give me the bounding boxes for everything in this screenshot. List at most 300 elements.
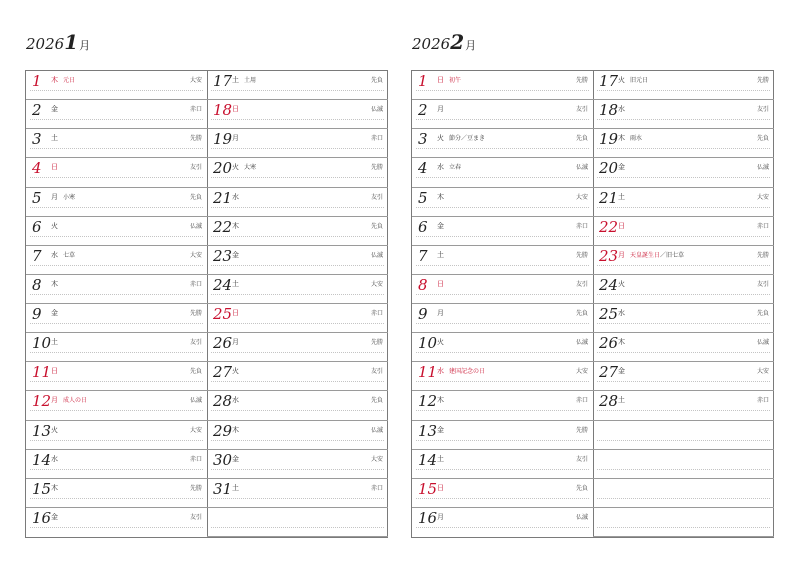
event-text: 天皇誕生日 [630, 251, 661, 259]
event-label [449, 134, 485, 143]
january-page [25, 70, 388, 538]
event-label [630, 76, 648, 85]
day-row[interactable] [26, 508, 207, 537]
note-line [30, 177, 203, 178]
day-number: 13 [32, 421, 52, 440]
note-line [416, 410, 589, 411]
day-number: 24 [599, 275, 619, 294]
event-text: 土用 [244, 77, 257, 84]
day-row[interactable] [412, 217, 593, 246]
note-line [597, 469, 770, 470]
day-row[interactable] [26, 333, 207, 362]
february-column-1 [412, 71, 594, 537]
weekday-label: 日 [232, 105, 239, 114]
day-row[interactable] [207, 275, 388, 304]
empty-row [593, 421, 774, 450]
note-line [597, 410, 770, 411]
day-number: 24 [213, 275, 233, 294]
note-line [211, 294, 384, 295]
event-text: 大寒 [244, 164, 257, 172]
weekday-label: 土 [51, 134, 58, 143]
day-row[interactable] [207, 217, 388, 246]
note-line [416, 498, 589, 499]
weekday-label: 水 [618, 309, 625, 317]
rokuyo-label: 大安 [189, 251, 202, 259]
rokuyo-label: 先負 [189, 368, 202, 376]
note-line [211, 236, 384, 237]
weekday-label: 金 [437, 425, 444, 434]
day-number: 21 [213, 188, 233, 207]
day-row[interactable] [207, 362, 388, 391]
day-row[interactable] [207, 129, 388, 158]
day-row[interactable] [593, 304, 774, 333]
rokuyo-label: 大安 [370, 455, 383, 463]
event-label [449, 367, 485, 376]
weekday-label: 水 [437, 163, 444, 172]
note-line [211, 323, 384, 324]
note-line [597, 294, 770, 295]
day-number: 9 [32, 305, 42, 323]
rokuyo-label: 大安 [756, 193, 769, 201]
weekday-label: 日 [51, 163, 58, 172]
weekday-label: 水 [437, 367, 444, 376]
january-column-2 [207, 71, 388, 537]
day-number: 25 [213, 305, 233, 323]
rokuyo-label: 先勝 [189, 310, 202, 317]
day-row[interactable] [26, 479, 207, 508]
day-row[interactable] [593, 158, 774, 187]
day-row[interactable] [207, 158, 388, 187]
day-number: 25 [599, 305, 619, 323]
rokuyo-label: 先負 [189, 193, 202, 201]
day-number: 21 [599, 188, 619, 207]
note-line [211, 410, 384, 411]
day-number: 27 [599, 363, 619, 382]
february-month-kanji: 月 [465, 39, 477, 52]
february-title [412, 30, 476, 54]
note-line [597, 352, 770, 353]
rokuyo-label: 大安 [575, 193, 588, 201]
note-line [416, 177, 589, 178]
note-line [30, 119, 203, 120]
day-row[interactable] [412, 100, 593, 129]
weekday-label: 火 [437, 338, 444, 347]
rokuyo-label: 仏滅 [370, 426, 383, 434]
weekday-label: 日 [618, 221, 625, 230]
day-number: 17 [599, 72, 619, 90]
weekday-label: 土 [232, 76, 239, 84]
day-row[interactable] [412, 246, 593, 275]
day-number: 16 [418, 508, 438, 527]
weekday-label: 月 [437, 309, 444, 317]
note-line [597, 90, 770, 91]
note-line [597, 381, 770, 382]
note-line [416, 469, 589, 470]
january-month: 1 [64, 30, 79, 54]
event-label [63, 251, 75, 260]
rokuyo-label: 大安 [756, 368, 769, 376]
event-text: 旧元日 [630, 77, 649, 84]
note-line [30, 294, 203, 295]
february-year: 2026 [412, 35, 451, 53]
day-number: 7 [418, 246, 428, 265]
note-line [597, 148, 770, 149]
day-number: 12 [32, 392, 52, 411]
note-line [416, 90, 589, 91]
day-number: 15 [418, 479, 438, 498]
day-number: 4 [32, 159, 42, 178]
day-number: 9 [418, 305, 428, 323]
day-number: 15 [32, 479, 52, 498]
note-line [30, 148, 203, 149]
weekday-label: 土 [618, 396, 625, 405]
note-line [30, 323, 203, 324]
day-row[interactable] [26, 129, 207, 158]
rokuyo-label: 先負 [575, 484, 588, 492]
day-number: 2 [418, 101, 428, 120]
day-number: 14 [418, 450, 438, 469]
note-line [416, 148, 589, 149]
rokuyo-label: 仏滅 [370, 251, 383, 259]
weekday-label: 土 [232, 279, 239, 288]
day-number: 20 [213, 159, 233, 178]
note-line [416, 381, 589, 382]
rokuyo-label: 先負 [575, 310, 588, 317]
day-number: 27 [213, 363, 233, 382]
day-row[interactable] [26, 275, 207, 304]
weekday-label: 火 [618, 76, 625, 84]
weekday-label: 木 [51, 483, 58, 492]
day-number: 2 [32, 101, 42, 120]
weekday-label: 日 [51, 367, 58, 376]
day-row[interactable] [26, 188, 207, 217]
event-label [244, 76, 256, 85]
day-row[interactable] [412, 304, 593, 333]
weekday-label: 水 [51, 454, 58, 463]
day-number: 26 [599, 334, 619, 353]
rokuyo-label: 大安 [189, 77, 202, 84]
day-row[interactable] [26, 362, 207, 391]
rokuyo-label: 先負 [756, 310, 769, 317]
note-line [30, 498, 203, 499]
weekday-label: 金 [618, 367, 625, 376]
day-row[interactable] [207, 333, 388, 362]
day-row[interactable] [207, 421, 388, 450]
weekday-label: 火 [232, 367, 239, 376]
rokuyo-label: 先負 [575, 135, 588, 143]
weekday-label: 金 [51, 512, 58, 521]
day-number: 16 [32, 508, 52, 527]
day-row[interactable] [593, 188, 774, 217]
rokuyo-label: 赤口 [756, 222, 769, 230]
day-number: 22 [213, 217, 233, 236]
weekday-label: 水 [51, 250, 58, 259]
day-number: 18 [213, 101, 233, 120]
day-number: 19 [213, 130, 233, 149]
day-row[interactable] [593, 71, 774, 100]
day-number: 20 [599, 159, 619, 178]
event-label [63, 76, 75, 85]
weekday-label: 月 [437, 512, 444, 521]
day-number: 26 [213, 334, 233, 353]
weekday-label: 金 [437, 221, 444, 230]
day-row[interactable] [593, 391, 774, 420]
rokuyo-label: 赤口 [189, 106, 202, 114]
note-line [211, 381, 384, 382]
weekday-label: 火 [618, 279, 625, 288]
event-text: 建国記念の日 [449, 368, 486, 376]
rokuyo-label: 赤口 [370, 310, 383, 317]
day-row[interactable] [593, 275, 774, 304]
note-line [30, 352, 203, 353]
note-line [416, 265, 589, 266]
day-row[interactable] [593, 217, 774, 246]
day-row[interactable] [412, 158, 593, 187]
day-row[interactable] [26, 391, 207, 420]
day-number: 6 [418, 217, 428, 236]
rokuyo-label: 友引 [756, 106, 769, 114]
day-number: 13 [418, 421, 438, 440]
note-line [416, 207, 589, 208]
event-label [630, 134, 642, 143]
day-number: 17 [213, 72, 233, 90]
note-line [30, 469, 203, 470]
note-line [211, 265, 384, 266]
weekday-label: 火 [232, 163, 239, 172]
day-row[interactable] [26, 217, 207, 246]
note-line [211, 148, 384, 149]
weekday-label: 木 [51, 76, 58, 84]
weekday-label: 木 [437, 396, 444, 405]
day-row[interactable] [207, 188, 388, 217]
rokuyo-label: 赤口 [189, 280, 202, 288]
note-line [211, 207, 384, 208]
note-line [597, 119, 770, 120]
weekday-label: 土 [618, 192, 625, 201]
day-row[interactable] [593, 129, 774, 158]
day-row[interactable] [412, 362, 593, 391]
weekday-label: 金 [232, 250, 239, 259]
day-row[interactable] [412, 421, 593, 450]
event-label [63, 396, 87, 405]
event-label [449, 163, 461, 172]
day-number: 30 [213, 450, 233, 469]
event-label [63, 193, 75, 202]
rokuyo-label: 友引 [370, 193, 383, 201]
rokuyo-label: 友引 [189, 513, 202, 521]
note-line [30, 265, 203, 266]
empty-row [593, 479, 774, 508]
rokuyo-label: 先勝 [370, 339, 383, 347]
event-text: 雨水 [630, 135, 643, 143]
weekday-label: 土 [437, 454, 444, 463]
day-number: 7 [32, 246, 42, 265]
weekday-label: 木 [232, 425, 239, 434]
day-row[interactable] [593, 333, 774, 362]
rokuyo-label: 先負 [370, 222, 383, 230]
january-column-1 [26, 71, 208, 537]
rokuyo-label: 仏滅 [575, 513, 588, 521]
rokuyo-label: 仏滅 [756, 339, 769, 347]
weekday-label: 月 [51, 396, 58, 405]
rokuyo-label: 友引 [575, 106, 588, 114]
note-line [30, 440, 203, 441]
rokuyo-label: 赤口 [575, 222, 588, 230]
event-text: 七草 [63, 251, 76, 259]
day-row[interactable] [412, 275, 593, 304]
note-line [211, 90, 384, 91]
day-row[interactable] [593, 246, 774, 275]
day-number: 22 [599, 217, 619, 236]
day-row[interactable] [412, 333, 593, 362]
january-month-kanji: 月 [79, 39, 91, 52]
weekday-label: 日 [437, 279, 444, 288]
day-row[interactable] [207, 246, 388, 275]
note-line [30, 410, 203, 411]
note-line [211, 440, 384, 441]
note-line [416, 440, 589, 441]
day-row[interactable] [26, 158, 207, 187]
rokuyo-label: 赤口 [370, 135, 383, 143]
february-page [411, 70, 774, 538]
note-line [30, 527, 203, 528]
day-number: 8 [32, 275, 42, 294]
day-row[interactable] [26, 450, 207, 479]
note-line [211, 352, 384, 353]
day-row[interactable] [207, 450, 388, 479]
day-row[interactable] [593, 362, 774, 391]
note-line [30, 207, 203, 208]
note-line [211, 498, 384, 499]
day-number: 3 [418, 130, 428, 149]
weekday-label: 月 [51, 192, 58, 201]
day-row[interactable] [412, 450, 593, 479]
day-row[interactable] [26, 246, 207, 275]
note-line [597, 323, 770, 324]
note-line [30, 381, 203, 382]
rokuyo-label: 先負 [370, 77, 383, 84]
rokuyo-label: 先勝 [575, 77, 588, 84]
weekday-label: 日 [437, 483, 444, 492]
rokuyo-label: 仏滅 [189, 222, 202, 230]
day-number: 11 [418, 363, 438, 382]
day-row[interactable] [412, 508, 593, 537]
day-row[interactable] [207, 391, 388, 420]
note-line [597, 207, 770, 208]
note-line [211, 469, 384, 470]
day-row[interactable] [207, 304, 388, 333]
day-number: 8 [418, 275, 428, 294]
day-row[interactable] [207, 479, 388, 508]
day-number: 10 [418, 334, 438, 353]
day-row[interactable] [26, 304, 207, 333]
note-line [211, 527, 384, 528]
weekday-label: 木 [618, 338, 625, 347]
weekday-label: 金 [618, 163, 625, 172]
rokuyo-label: 先勝 [756, 251, 769, 259]
january-title [26, 30, 90, 54]
event-text: 初午 [449, 77, 462, 84]
weekday-label: 月 [618, 250, 625, 259]
day-number: 1 [418, 72, 428, 90]
day-row[interactable] [593, 100, 774, 129]
event-text-secondary: ／旧七草 [660, 251, 685, 259]
february-column-2 [593, 71, 774, 537]
rokuyo-label: 先負 [756, 135, 769, 143]
rokuyo-label: 大安 [189, 426, 202, 434]
weekday-label: 土 [232, 483, 239, 492]
note-line [597, 527, 770, 528]
note-line [416, 352, 589, 353]
event-text: 成人の日 [63, 397, 88, 405]
day-row[interactable] [412, 129, 593, 158]
day-row[interactable] [26, 421, 207, 450]
note-line [211, 119, 384, 120]
day-row[interactable] [207, 100, 388, 129]
empty-row [207, 508, 388, 537]
weekday-label: 金 [51, 309, 58, 317]
note-line [416, 119, 589, 120]
rokuyo-label: 先勝 [370, 164, 383, 172]
weekday-label: 火 [51, 425, 58, 434]
rokuyo-label: 友引 [189, 164, 202, 172]
rokuyo-label: 赤口 [189, 455, 202, 463]
note-line [597, 498, 770, 499]
rokuyo-label: 友引 [189, 339, 202, 347]
event-label [630, 251, 684, 260]
rokuyo-label: 仏滅 [370, 106, 383, 114]
day-number: 28 [599, 392, 619, 411]
note-line [597, 236, 770, 237]
rokuyo-label: 仏滅 [575, 164, 588, 172]
rokuyo-label: 先勝 [189, 484, 202, 492]
note-line [416, 527, 589, 528]
weekday-label: 水 [232, 192, 239, 201]
day-row[interactable] [412, 391, 593, 420]
rokuyo-label: 先勝 [575, 251, 588, 259]
note-line [597, 265, 770, 266]
weekday-label: 月 [232, 338, 239, 347]
rokuyo-label: 赤口 [756, 397, 769, 405]
event-text: 小寒 [63, 193, 76, 201]
day-row[interactable] [26, 100, 207, 129]
weekday-label: 日 [437, 76, 444, 84]
note-line [211, 177, 384, 178]
weekday-label: 金 [51, 105, 58, 114]
rokuyo-label: 友引 [575, 280, 588, 288]
day-number: 3 [32, 130, 42, 149]
rokuyo-label: 先負 [370, 397, 383, 405]
day-row[interactable] [412, 188, 593, 217]
empty-row [593, 508, 774, 537]
weekday-label: 水 [618, 105, 625, 114]
day-number: 4 [418, 159, 428, 178]
day-number: 1 [32, 72, 42, 90]
rokuyo-label: 友引 [575, 455, 588, 463]
event-text: 元日 [63, 77, 76, 84]
day-number: 29 [213, 421, 233, 440]
day-row[interactable] [412, 71, 593, 100]
weekday-label: 木 [51, 279, 58, 288]
weekday-label: 火 [437, 134, 444, 143]
weekday-label: 木 [618, 134, 625, 143]
weekday-label: 火 [51, 221, 58, 230]
day-row[interactable] [26, 71, 207, 100]
day-row[interactable] [412, 479, 593, 508]
note-line [416, 236, 589, 237]
day-number: 10 [32, 334, 52, 353]
day-row[interactable] [207, 71, 388, 100]
